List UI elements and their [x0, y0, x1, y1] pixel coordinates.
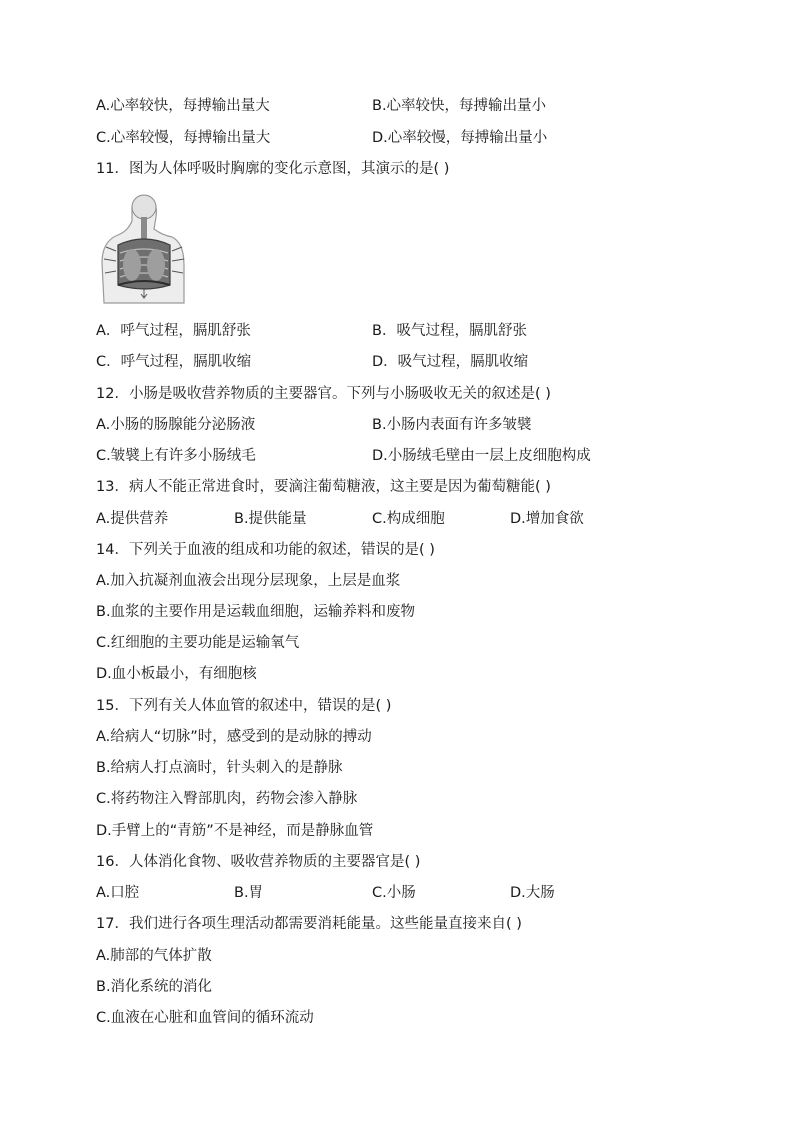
q11-option-d[interactable]: D．吸气过程，膈肌收缩: [372, 354, 529, 370]
q16-option-d[interactable]: D.大肠: [510, 885, 555, 901]
q13-option-b[interactable]: B.提供能量: [234, 511, 307, 527]
q16-option-c[interactable]: C.小肠: [372, 885, 416, 901]
q10-option-b[interactable]: B.心率较快，每搏输出量小: [372, 98, 547, 114]
q17-stem: 17．我们进行各项生理活动都需要消耗能量。这些能量直接来自( ): [96, 916, 522, 932]
q14-option-d[interactable]: D.血小板最小，有细胞核: [96, 666, 257, 682]
q15-option-a[interactable]: A.给病人“切脉”时，感受到的是动脉的搏动: [96, 729, 372, 745]
q16-option-b[interactable]: B.胃: [234, 885, 264, 901]
q12-options-row-2: [96, 446, 736, 466]
q14-option-c[interactable]: C.红细胞的主要功能是运输氧气: [96, 635, 300, 651]
chest-breathing-figure: [96, 193, 188, 305]
q11-option-a[interactable]: A．呼气过程，膈肌舒张: [96, 323, 251, 339]
q13-option-c[interactable]: C.构成细胞: [372, 511, 445, 527]
q17-option-c[interactable]: C.血液在心脏和血管间的循环流动: [96, 1010, 314, 1026]
q15-stem: 15．下列有关人体血管的叙述中，错误的是( ): [96, 698, 392, 714]
q14-option-b[interactable]: B.血浆的主要作用是运载血细胞，运输养料和废物: [96, 604, 416, 620]
q14-option-a[interactable]: A.加入抗凝剂血液会出现分层现象，上层是血浆: [96, 573, 401, 589]
q10-option-c[interactable]: C.心率较慢，每搏输出量大: [96, 130, 271, 146]
q16-stem: 16．人体消化食物、吸收营养物质的主要器官是( ): [96, 854, 421, 870]
q11-stem: 11．图为人体呼吸时胸廓的变化示意图，其演示的是( ): [96, 161, 450, 177]
q12-option-b[interactable]: B.小肠内表面有许多皱襞: [372, 417, 532, 433]
q13-option-d[interactable]: D.增加食欲: [510, 511, 584, 527]
q10-options-row-1: [96, 96, 736, 116]
q12-stem: 12．小肠是吸收营养物质的主要器官。下列与小肠吸收无关的叙述是( ): [96, 386, 551, 402]
q12-option-d[interactable]: D.小肠绒毛壁由一层上皮细胞构成: [372, 448, 591, 464]
q15-option-c[interactable]: C.将药物注入臀部肌肉，药物会渗入静脉: [96, 791, 358, 807]
q11-options-row-1: [96, 321, 736, 341]
q13-stem: 13．病人不能正常进食时，要滴注葡萄糖液，这主要是因为葡萄糖能( ): [96, 479, 551, 495]
q17-option-a[interactable]: A.肺部的气体扩散: [96, 948, 212, 964]
q13-option-a[interactable]: A.提供营养: [96, 511, 169, 527]
q12-option-c[interactable]: C.皱襞上有许多小肠绒毛: [96, 448, 256, 464]
q10-option-d[interactable]: D.心率较慢，每搏输出量小: [372, 130, 548, 146]
q15-option-d[interactable]: D.手臂上的“青筋”不是神经，而是静脉血管: [96, 823, 374, 839]
q12-options-row-1: [96, 415, 736, 435]
q10-option-a[interactable]: A.心率较快，每搏输出量大: [96, 98, 270, 114]
q12-option-a[interactable]: A.小肠的肠腺能分泌肠液: [96, 417, 256, 433]
q11-option-b[interactable]: B．吸气过程，膈肌舒张: [372, 323, 527, 339]
q11-options-row-2: [96, 352, 736, 372]
thorax-diagram-icon: [96, 193, 188, 305]
q15-option-b[interactable]: B.给病人打点滴时，针头刺入的是静脉: [96, 760, 343, 776]
q11-option-c[interactable]: C．呼气过程，膈肌收缩: [96, 354, 252, 370]
q16-option-a[interactable]: A.口腔: [96, 885, 140, 901]
q14-stem: 14．下列关于血液的组成和功能的叙述，错误的是( ): [96, 542, 435, 558]
q10-options-row-2: [96, 128, 736, 148]
q17-option-b[interactable]: B.消化系统的消化: [96, 979, 213, 995]
q16-options-row: [96, 883, 736, 903]
q13-options-row: [96, 509, 736, 529]
